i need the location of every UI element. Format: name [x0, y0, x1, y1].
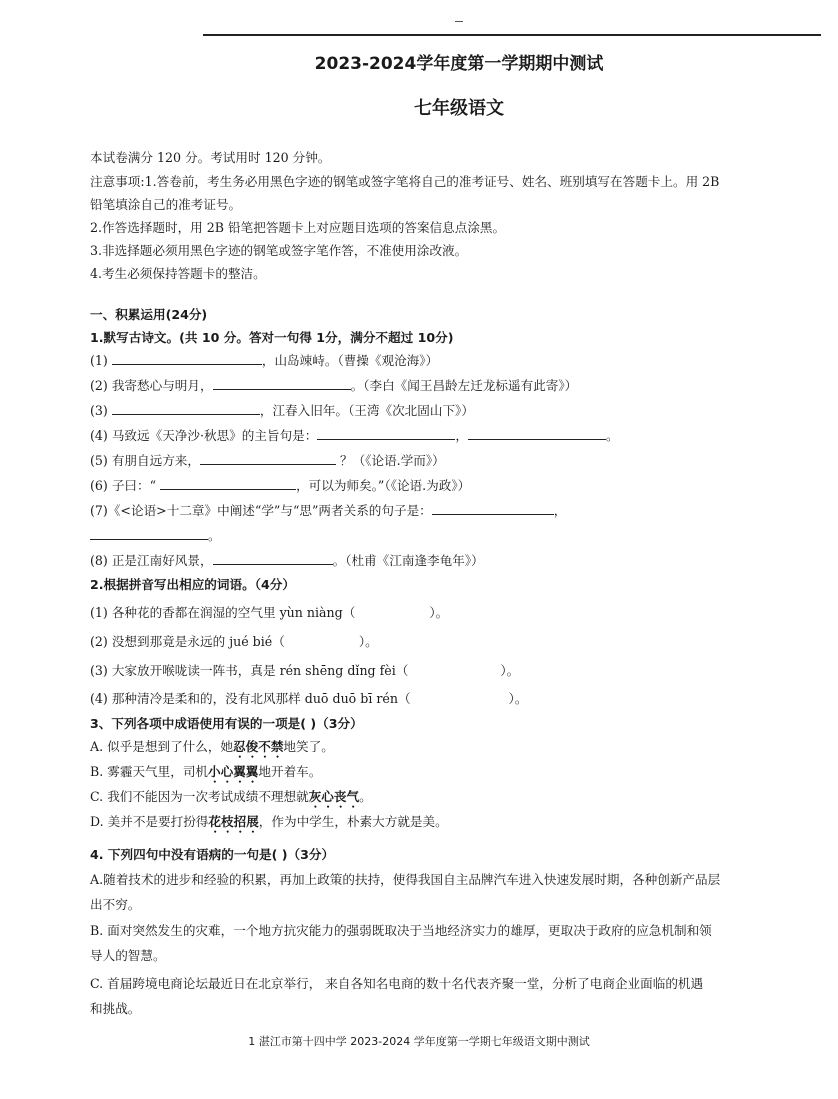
header-rule — [203, 34, 821, 36]
answer-blank[interactable] — [112, 351, 262, 365]
q3-option-c: C. 我们不能因为一次考试成绩不理想就灰心丧气。 — [90, 789, 372, 804]
answer-blank[interactable] — [213, 551, 333, 565]
intro-line: 本试卷满分 120 分。考试用时 120 分钟。 — [90, 150, 331, 165]
q3-title: 3、下列各项中成语使用有误的一项是( )（3分） — [90, 716, 363, 731]
q1-item-4: (4) 马致远《天净沙·秋思》的主旨句是： ， 。 — [90, 428, 619, 443]
q2-item-2: (2) 没想到那竟是永远的 jué bié（ ）。 — [90, 634, 378, 649]
q1-item-6: (6) 子曰：“ ，可以为师矣。”（《论语.为政》） — [90, 478, 471, 493]
q1-item-5: (5) 有朋自远方来， ？（《论语.学而》） — [90, 453, 445, 468]
answer-blank[interactable] — [432, 501, 554, 515]
q1-item-3: (3) ，江春入旧年。（王湾《次北固山下》） — [90, 403, 474, 418]
answer-blank[interactable] — [213, 376, 351, 390]
answer-blank[interactable] — [112, 401, 260, 415]
note-3: 3.非选择题必须用黑色字迹的钢笔或签字笔作答，不准使用涂改液。 — [90, 243, 468, 258]
answer-blank[interactable] — [90, 526, 208, 540]
exam-title: 2023-2024学年度第一学期期中测试 — [314, 54, 604, 74]
note-1b: 铅笔填涂自己的准考证号。 — [90, 197, 242, 212]
note-4: 4.考生必须保持答题卡的整洁。 — [90, 266, 266, 281]
q1-title: 1.默写古诗文。(共 10 分。答对一句得 1分，满分不超过 10分) — [90, 330, 454, 345]
q2-title: 2.根据拼音写出相应的词语。（4分） — [90, 577, 295, 592]
q1-item-7-cont: 。 — [90, 526, 221, 545]
q1-item-8: (8) 正是江南好风景， 。（杜甫《江南逢李龟年》） — [90, 553, 484, 568]
q3-option-b: B. 雾霾天气里，司机小心翼翼地开着车。 — [90, 764, 322, 779]
note-2: 2.作答选择题时，用 2B 铅笔把答题卡上对应题目选项的答案信息点涂黑。 — [90, 220, 506, 235]
q2-item-4: (4) 那种清冷是柔和的，没有北风那样 duō duō bī rén（ ）。 — [90, 691, 528, 706]
q2-item-3: (3) 大家放开喉咙读一阵书，真是 rén shēng dǐng fèi（ ）。 — [90, 663, 520, 678]
exam-subject: 七年级语文 — [414, 98, 504, 119]
q4-option-c-2: 和挑战。 — [90, 1001, 141, 1016]
q4-option-b-2: 导人的智慧。 — [90, 948, 166, 963]
q3-option-a: A. 似乎是想到了什么，她忍俊不禁地笑了。 — [90, 739, 334, 754]
q2-item-1: (1) 各种花的香都在润湿的空气里 yùn niàng（ ）。 — [90, 605, 449, 620]
q3-option-d: D. 美并不是要打扮得花枝招展，作为中学生，朴素大方就是美。 — [90, 814, 448, 829]
q1-item-7: (7)《<论语>十二章》中阐述“学”与“思”两者关系的句子是： ， — [90, 503, 567, 518]
q4-option-c-1: C. 首届跨境电商论坛最近日在北京举行， 来自各知名电商的数十名代表齐聚一堂，分析了电商企业面临的机遇 — [90, 976, 704, 991]
section-1-heading: 一、积累运用(24分) — [90, 307, 208, 322]
q4-option-b-1: B. 面对突然发生的灾难，一个地方抗灾能力的强弱既取决于当地经济实力的雄厚，更取决于政府的应急机制和领 — [90, 923, 712, 938]
answer-blank[interactable] — [200, 451, 336, 465]
note-1a: 注意事项:1.答卷前，考生务必用黑色字迹的钢笔或签字笔将自己的准考证号、姓名、班别填写在答题卡上。用 2B — [90, 174, 720, 189]
q4-option-a-2: 出不穷。 — [90, 897, 141, 912]
answer-blank[interactable] — [160, 476, 296, 490]
page-footer: 1 湛江市第十四中学 2023-2024 学年度第一学期七年级语文期中测试 — [248, 1035, 590, 1048]
answer-blank[interactable] — [317, 426, 455, 440]
q4-title: 4. 下列四句中没有语病的一句是( )（3分） — [90, 847, 335, 862]
q1-item-1: (1) ，山岛竦峙。（曹操《观沧海》） — [90, 353, 439, 368]
answer-blank[interactable] — [468, 426, 606, 440]
q1-item-2: (2) 我寄愁心与明月， 。（李白《闻王昌龄左迁龙标遥有此寄》） — [90, 378, 578, 393]
scan-mark — [455, 21, 463, 22]
q4-option-a-1: A.随着技术的进步和经验的积累，再加上政策的扶持，使得我国自主品牌汽车进入快速发展时期，各种创新产品层 — [90, 872, 721, 887]
